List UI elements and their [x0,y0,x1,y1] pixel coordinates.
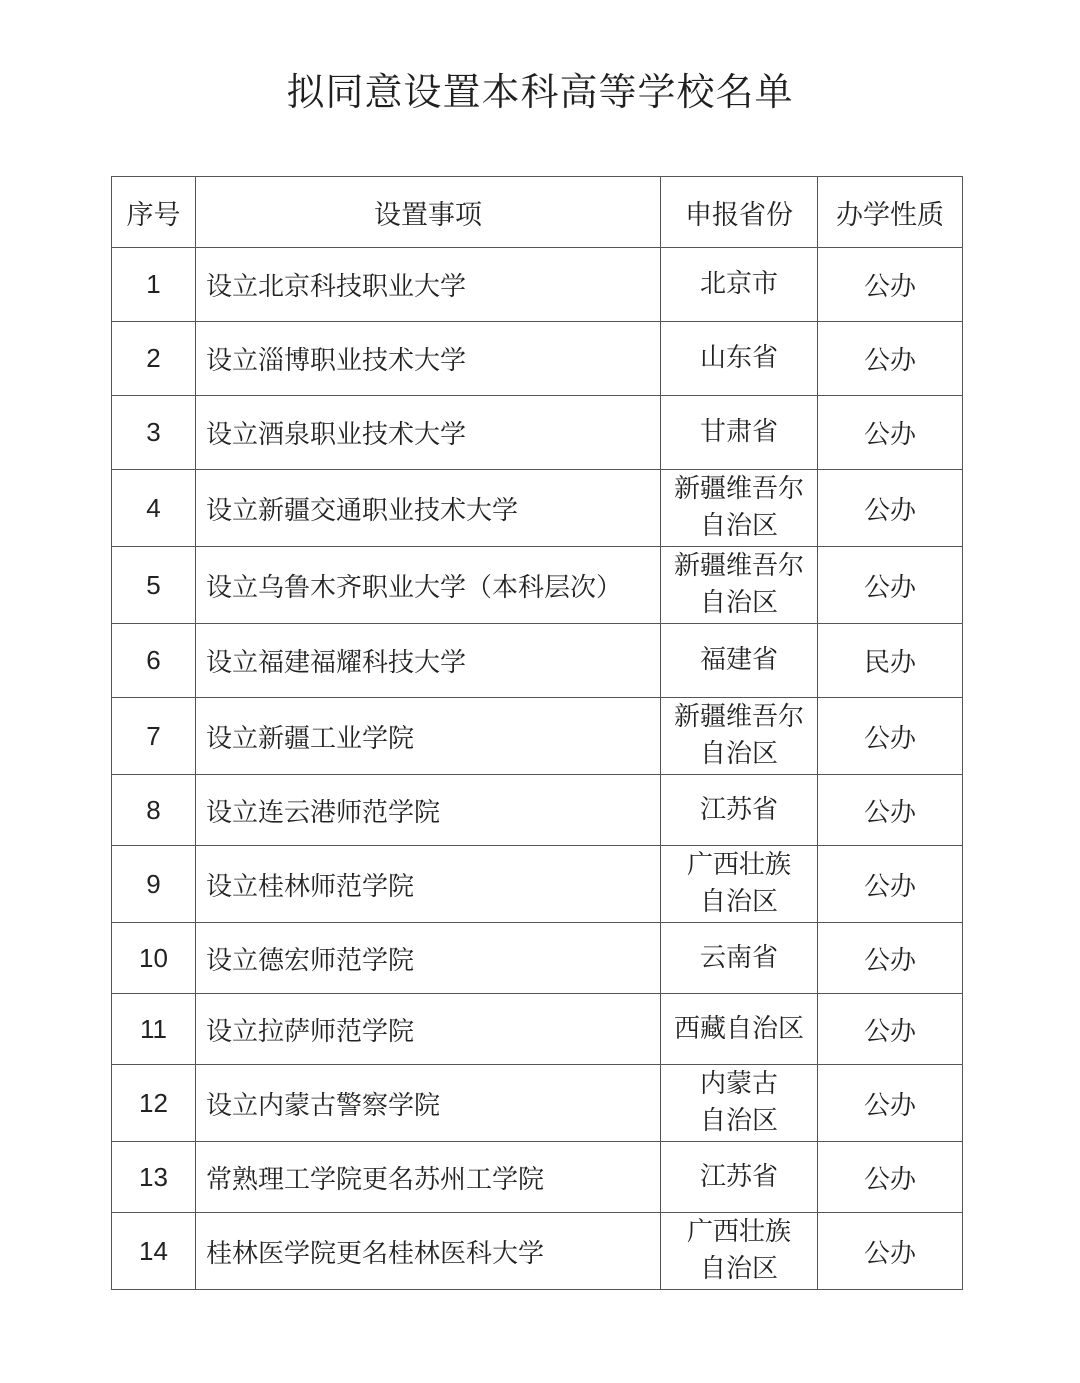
header-province: 申报省份 [661,177,818,248]
table-row [112,923,963,994]
province-line: 自治区 [699,511,778,541]
row-province [661,624,818,698]
province-line: 福建省 [699,645,778,675]
row-type: 公办 [818,698,963,775]
row-province [661,698,818,775]
table-row [112,248,963,322]
row-type: 公办 [818,248,963,322]
row-number: 10 [112,923,196,994]
row-number: 9 [112,846,196,923]
province-line: 西藏自治区 [673,1013,804,1044]
province-line: 新疆维吾尔 [673,551,804,581]
header-item: 设置事项 [196,177,661,248]
row-number: 8 [112,775,196,846]
row-type: 公办 [818,1142,963,1213]
row-number: 2 [112,322,196,396]
row-type: 公办 [818,1213,963,1290]
school-list-table [111,176,963,1290]
table-row [112,698,963,775]
province-line: 内蒙古 [699,1069,778,1099]
row-province [661,396,818,470]
row-number: 7 [112,698,196,775]
table-row [112,547,963,624]
page-title: 拟同意设置本科高等学校名单 [286,70,794,114]
row-number: 13 [112,1142,196,1213]
row-province [661,1142,818,1213]
row-item: 设立福建福耀科技大学 [196,624,661,698]
row-province [661,470,818,547]
row-type: 公办 [818,775,963,846]
table-row [112,322,963,396]
table-row [112,1213,963,1290]
row-type: 公办 [818,994,963,1065]
row-item: 设立酒泉职业技术大学 [196,396,661,470]
row-province [661,322,818,396]
row-province [661,248,818,322]
row-province [661,775,818,846]
province-line: 江苏省 [699,794,778,825]
row-number: 4 [112,470,196,547]
table-header-row [112,177,963,248]
table-row [112,1065,963,1142]
row-type: 公办 [818,846,963,923]
row-type: 公办 [818,470,963,547]
province-line: 新疆维吾尔 [673,474,804,504]
header-no: 序号 [112,177,196,248]
province-line: 自治区 [699,1106,778,1136]
row-item: 设立桂林师范学院 [196,846,661,923]
row-type: 民办 [818,624,963,698]
row-number: 14 [112,1213,196,1290]
province-line: 北京市 [699,269,778,299]
row-item: 设立内蒙古警察学院 [196,1065,661,1142]
province-line: 江苏省 [699,1161,778,1192]
table-row [112,470,963,547]
row-item: 常熟理工学院更名苏州工学院 [196,1142,661,1213]
table-row [112,846,963,923]
row-item: 设立新疆交通职业技术大学 [196,470,661,547]
province-line: 云南省 [699,942,778,973]
row-type: 公办 [818,547,963,624]
row-item: 设立北京科技职业大学 [196,248,661,322]
province-line: 山东省 [699,343,778,373]
row-item: 设立新疆工业学院 [196,698,661,775]
row-item: 设立拉萨师范学院 [196,994,661,1065]
header-type: 办学性质 [818,177,963,248]
row-province [661,846,818,923]
province-line: 广西壮族 [686,850,791,880]
table-row [112,1142,963,1213]
row-number: 11 [112,994,196,1065]
province-line: 甘肃省 [699,417,778,447]
table-row [112,624,963,698]
row-province [661,1065,818,1142]
table-row [112,994,963,1065]
row-type: 公办 [818,396,963,470]
row-number: 3 [112,396,196,470]
province-line: 广西壮族 [686,1217,791,1247]
row-item: 设立淄博职业技术大学 [196,322,661,396]
row-number: 5 [112,547,196,624]
row-number: 6 [112,624,196,698]
province-line: 自治区 [699,739,778,769]
row-province [661,923,818,994]
table-row [112,775,963,846]
row-number: 12 [112,1065,196,1142]
province-line: 自治区 [699,588,778,618]
row-type: 公办 [818,322,963,396]
row-type: 公办 [818,923,963,994]
table-row [112,396,963,470]
row-number: 1 [112,248,196,322]
province-line: 新疆维吾尔 [673,702,804,732]
row-item: 设立乌鲁木齐职业大学（本科层次） [196,547,661,624]
row-province [661,1213,818,1290]
row-type: 公办 [818,1065,963,1142]
row-item: 桂林医学院更名桂林医科大学 [196,1213,661,1290]
row-item: 设立德宏师范学院 [196,923,661,994]
province-line: 自治区 [699,887,778,917]
table-body [112,248,963,1290]
province-line: 自治区 [699,1254,778,1284]
row-province [661,547,818,624]
row-item: 设立连云港师范学院 [196,775,661,846]
row-province [661,994,818,1065]
